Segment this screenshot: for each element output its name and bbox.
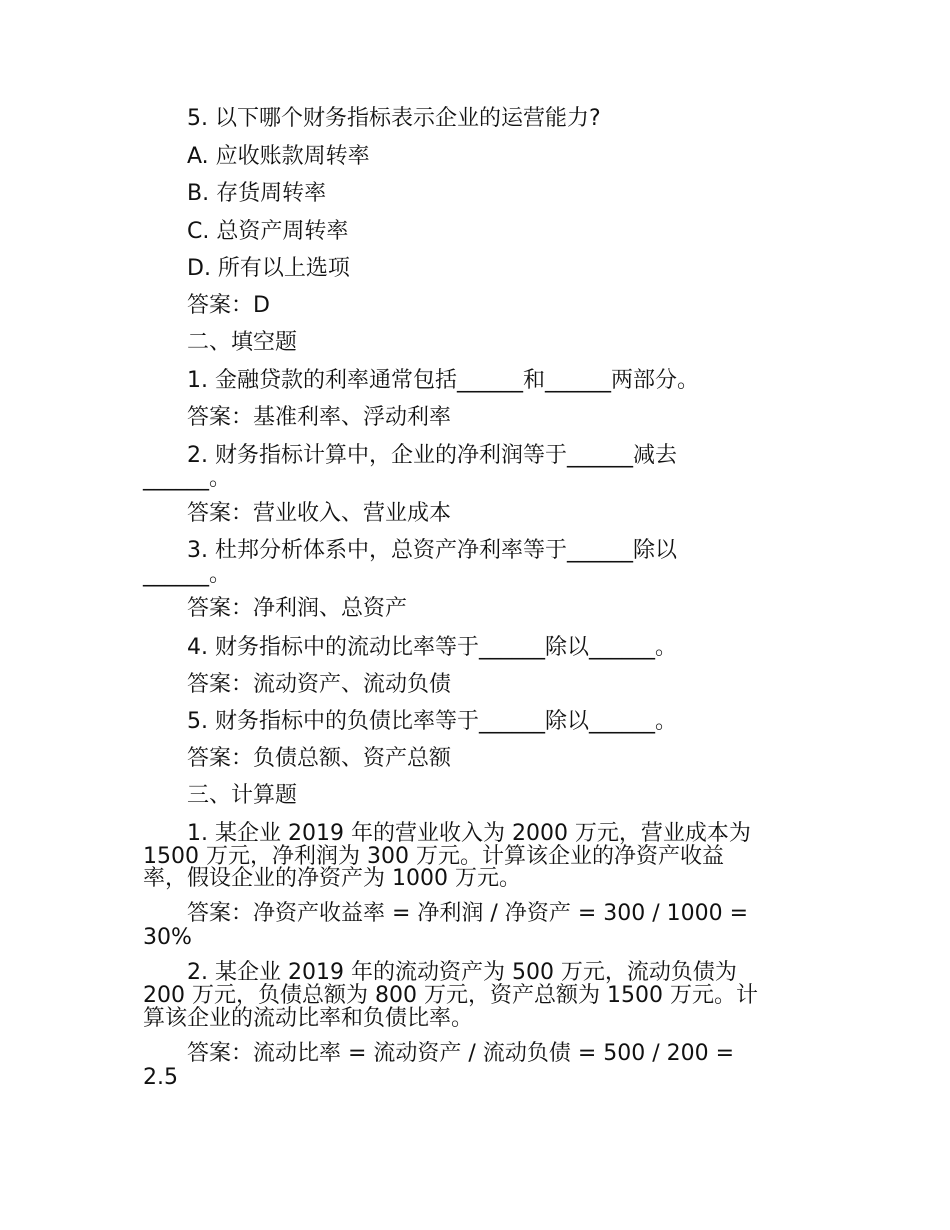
fill-answer-5: 答案：负债总额、资产总额 <box>187 746 452 771</box>
calc-answer-2-line2: 2.5 <box>143 1065 178 1090</box>
fill-question-3-line1: 3. 杜邦分析体系中，总资产净利率等于______除以 <box>187 538 677 563</box>
calc-question-1-line3: 率，假设企业的净资产为 1000 万元。 <box>143 866 521 891</box>
calc-answer-1-line1: 答案：净资产收益率 = 净利润 / 净资产 = 300 / 1000 = <box>187 901 749 926</box>
fill-answer-1: 答案：基准利率、浮动利率 <box>187 405 452 430</box>
calc-answer-2-line1: 答案：流动比率 = 流动资产 / 流动负债 = 500 / 200 = <box>187 1041 735 1066</box>
fill-question-3-line2: ______。 <box>143 562 232 587</box>
option-c: C. 总资产周转率 <box>187 219 349 244</box>
fill-answer-2: 答案：营业收入、营业成本 <box>187 501 452 526</box>
calc-question-1-line2: 1500 万元，净利润为 300 万元。计算该企业的净资产收益 <box>143 844 724 869</box>
section-heading-calc: 三、计算题 <box>187 783 298 808</box>
answer-q5: 答案：D <box>187 293 270 318</box>
option-b: B. 存货周转率 <box>187 181 327 206</box>
fill-question-2-line2: ______。 <box>143 466 232 491</box>
calc-question-1-line1: 1. 某企业 2019 年的营业收入为 2000 万元，营业成本为 <box>187 821 751 846</box>
calc-answer-1-line2: 30% <box>143 925 192 950</box>
calc-question-2-line3: 算该企业的流动比率和负债比率。 <box>143 1006 474 1031</box>
question-5: 5. 以下哪个财务指标表示企业的运营能力? <box>187 106 601 131</box>
fill-question-2-line1: 2. 财务指标计算中，企业的净利润等于______减去 <box>187 443 677 468</box>
fill-answer-4: 答案：流动资产、流动负债 <box>187 672 452 697</box>
option-d: D. 所有以上选项 <box>187 256 350 281</box>
fill-answer-3: 答案：净利润、总资产 <box>187 596 408 621</box>
option-a: A. 应收账款周转率 <box>187 144 370 169</box>
fill-question-1: 1. 金融贷款的利率通常包括______和______两部分。 <box>187 368 699 393</box>
fill-question-5: 5. 财务指标中的负债比率等于______除以______。 <box>187 709 677 734</box>
section-heading-fill: 二、填空题 <box>187 330 298 355</box>
calc-question-2-line1: 2. 某企业 2019 年的流动资产为 500 万元，流动负债为 <box>187 960 737 985</box>
calc-question-2-line2: 200 万元，负债总额为 800 万元，资产总额为 1500 万元。计 <box>143 983 758 1008</box>
fill-question-4: 4. 财务指标中的流动比率等于______除以______。 <box>187 635 677 660</box>
